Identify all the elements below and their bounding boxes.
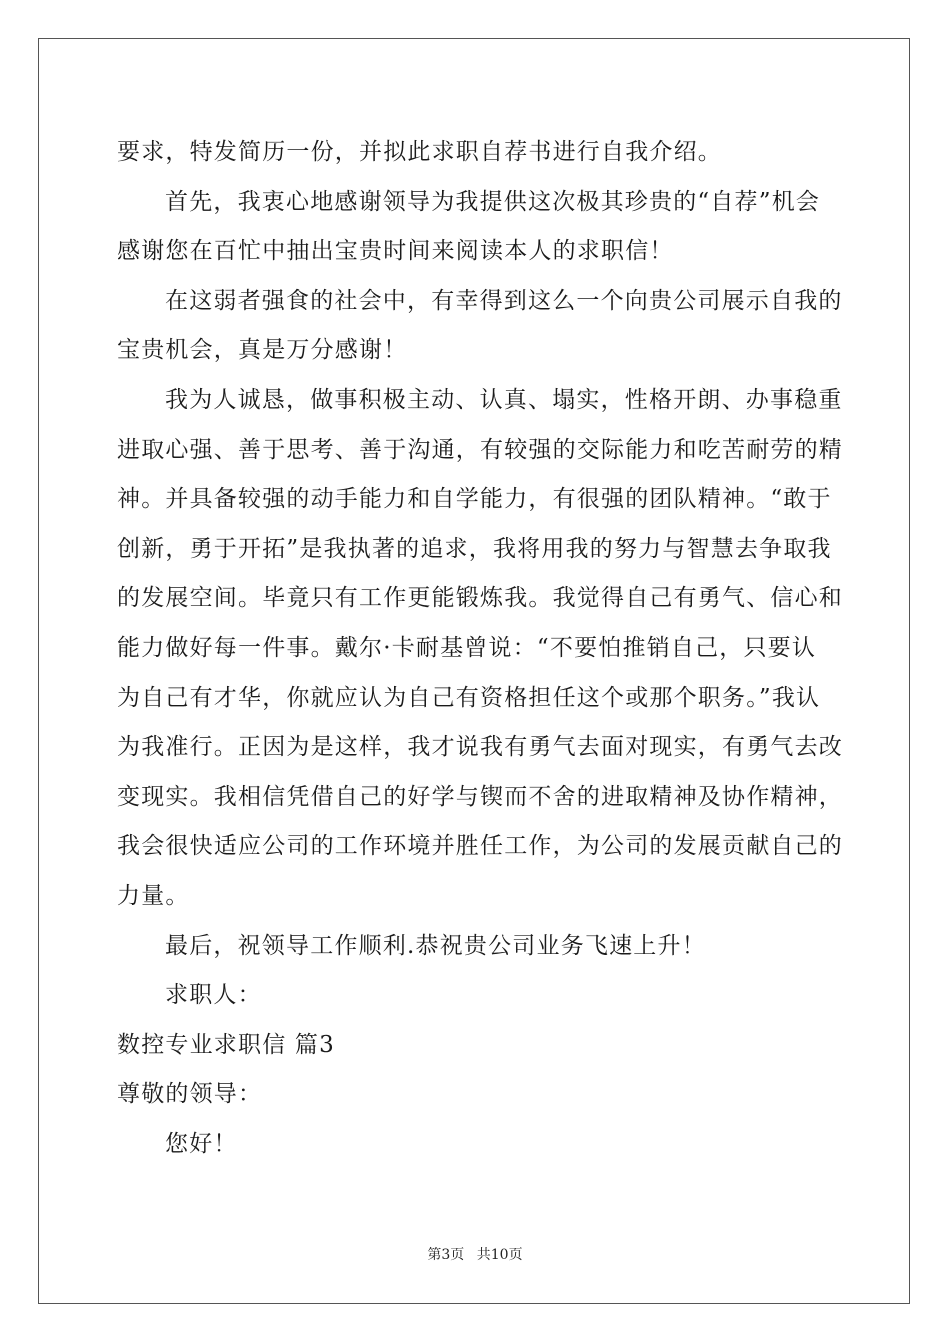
text-line: 我为人诚恳，做事积极主动、认真、塌实，性格开朗、办事稳重 (165, 386, 843, 413)
text-line: 力量。 (117, 882, 190, 909)
salutation: 尊敬的领导： (117, 1081, 263, 1108)
text-line: 的发展空间。毕竟只有工作更能锻炼我。我觉得自己有勇气、信心和 (117, 585, 843, 612)
text-line: 要求，特发简历一份，并拟此求职自荐书进行自我介绍。 (117, 139, 722, 165)
text-line: 神。并具备较强的动手能力和自学能力，有很强的团队精神。“敢于 (117, 486, 832, 513)
signature-label: 求职人： (165, 982, 262, 1009)
text-line: 最后，祝领导工作顺利.恭祝贵公司业务飞速上升！ (165, 932, 706, 959)
text-line: 为我准行。正因为是这样，我才说我有勇气去面对现实，有勇气去改 (117, 734, 843, 761)
text-line: 宝贵机会，真是万分感谢！ (117, 337, 408, 364)
text-line: 变现实。我相信凭借自己的好学与锲而不舍的进取精神及协作精神， (117, 783, 843, 810)
text-line: 创新，勇于开拓”是我执著的追求，我将用我的努力与智慧去争取我 (117, 535, 832, 562)
text-line: 进取心强、善于思考、善于沟通，有较强的交际能力和吃苦耐劳的精 (117, 436, 843, 463)
section-heading: 数控专业求职信 篇3 (117, 1031, 335, 1058)
text-line: 感谢您在百忙中抽出宝贵时间来阅读本人的求职信！ (117, 238, 674, 265)
text-line: 我会很快适应公司的工作环境并胜任工作，为公司的发展贡献自己的 (117, 833, 843, 860)
document-body (117, 128, 843, 1169)
text-line: 首先，我衷心地感谢领导为我提供这次极其珍贵的“自荐”机会 (165, 188, 821, 215)
page-number: 第3页 (427, 1247, 465, 1263)
page-total: 共10页 (476, 1247, 523, 1263)
text-line: 在这弱者强食的社会中，有幸得到这么一个向贵公司展示自我的 (165, 287, 843, 314)
text-line: 能力做好每一件事。戴尔·卡耐基曾说：“不要怕推销自己，只要认 (117, 634, 817, 661)
page-footer (0, 1244, 950, 1264)
text-line: 为自己有才华，你就应认为自己有资格担任这个或那个职务。”我认 (117, 684, 821, 711)
greeting: 您好！ (165, 1130, 238, 1157)
